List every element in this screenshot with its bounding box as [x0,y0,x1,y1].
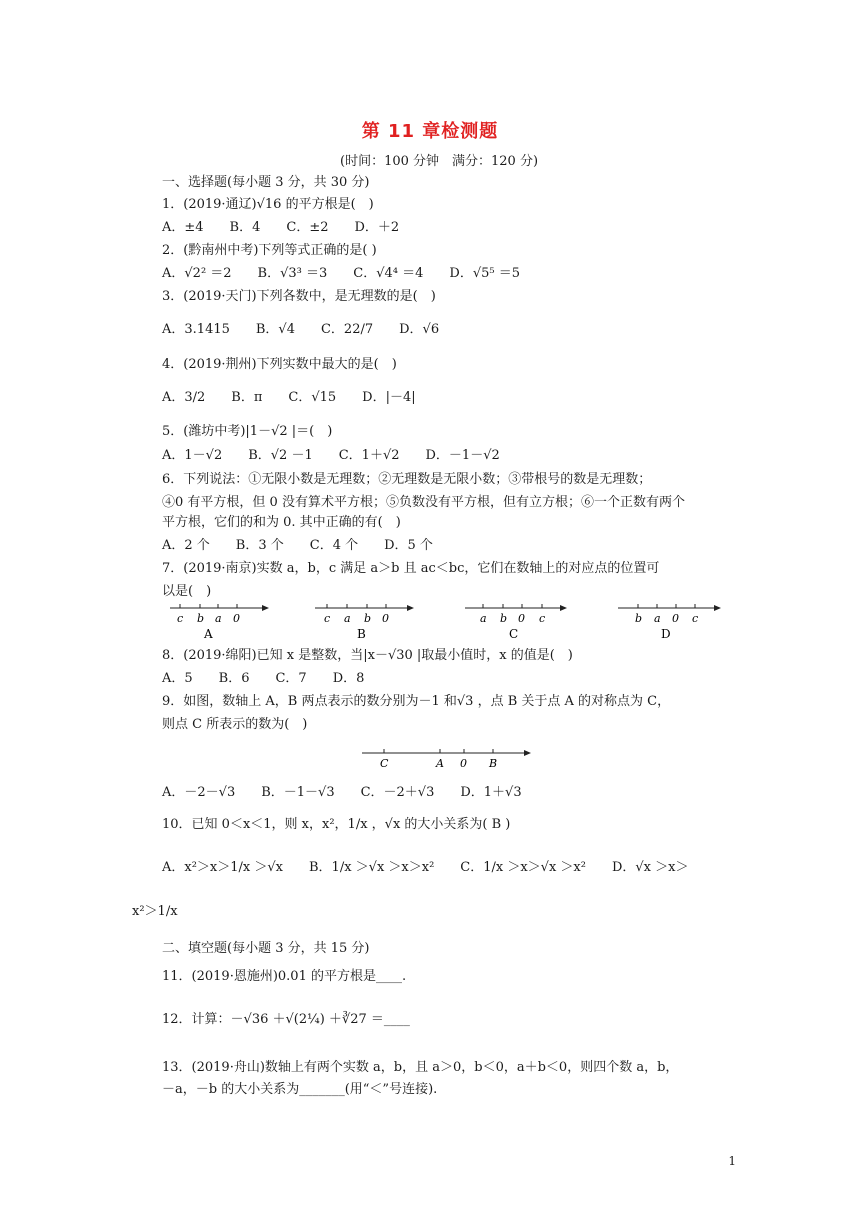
question-3: 3．(2019·天门)下列各数中，是无理数的是( ) [162,289,436,304]
nl-a-label-4: 0 [233,612,240,625]
question-9-line-1: 9．如图，数轴上 A，B 两点表示的数分别为－1 和√3 ，点 B 关于点 A 的对称点为 C， [162,694,671,709]
number-line-d [618,604,721,641]
nl-b-label-4: 0 [382,612,389,625]
nl-b-label-3: b [364,612,372,625]
nl-a-label-2: b [197,612,205,625]
nl-b-label-1: c [324,612,331,625]
question-1-options: A．±4 B．4 C．±2 D．＋2 [162,220,400,235]
q7-number-lines-figure [160,600,740,642]
q9-label-b: B [489,757,498,770]
page-title: 第 11 章检测题 [361,121,499,142]
number-line-a [170,604,269,641]
nl-a-caption: A [204,627,213,641]
question-7-line-1: 7．(2019·南京)实数 a，b，c 满足 a＞b 且 ac＜bc，它们在数轴上的对应点的位置可 [162,561,660,576]
question-11: 11．(2019·恩施州)0.01 的平方根是____. [162,969,407,984]
question-13-line-1: 13．(2019·舟山)数轴上有两个实数 a，b，且 a＞0，b＜0，a＋b＜0，则四个数 a，b， [162,1060,679,1075]
number-line-b [315,604,414,641]
question-10: 10．已知 0＜x＜1，则 x，x²，1/x ，√x 的大小关系为( B ) [162,817,511,832]
question-5-options: A．1－√2 B．√2 －1 C．1＋√2 D．－1－√2 [162,448,500,463]
question-4-options: A．3/2 B．π C．√15 D．|－4| [162,390,416,405]
question-12: 12．计算：－√36 ＋√(2¼) ＋∛27 ＝____ [162,1012,410,1027]
question-8-options: A．5 B．6 C．7 D．8 [162,671,365,686]
nl-c-label-2: b [500,612,508,625]
question-4: 4．(2019·荆州)下列实数中最大的是( ) [162,357,397,372]
q9-number-line [360,745,540,771]
nl-c-label-4: c [539,612,546,625]
nl-d-caption: D [661,627,671,641]
question-2: 2．(黔南州中考)下列等式正确的是( ) [162,243,377,258]
question-10-options: A．x²＞x＞1/x ＞√x B．1/x ＞√x ＞x＞x² C．1/x ＞x＞√x ＞x² D．√x ＞x＞ [162,860,689,875]
q9-label-0: 0 [460,757,467,770]
exam-info: (时间：100 分钟 满分：120 分) [340,154,539,169]
nl-c-label-3: 0 [518,612,525,625]
question-7-line-2: 以是( ) [162,584,212,599]
nl-d-label-4: c [692,612,699,625]
question-6-line-1: 6．下列说法：①无限小数是无理数；②无理数是无限小数；③带根号的数是无理数； [162,472,652,487]
question-10-options-cont: x²＞1/x [132,904,178,919]
question-5: 5．(潍坊中考)|1－√2 |＝( ) [162,424,333,439]
nl-d-label-1: b [635,612,643,625]
number-line-c [465,604,567,641]
nl-d-label-2: a [654,612,661,625]
question-9-line-2: 则点 C 所表示的数为( ) [162,717,308,732]
q9-label-c: C [380,757,389,770]
question-6-line-3: 平方根，它们的和为 0. 其中正确的有( ) [162,515,401,530]
nl-a-label-3: a [215,612,222,625]
question-6-options: A．2 个 B．3 个 C．4 个 D．5 个 [162,538,433,553]
question-9-options: A．－2－√3 B．－1－√3 C．－2＋√3 D．1＋√3 [162,785,522,800]
question-1: 1．(2019·通辽)√16 的平方根是( ) [162,197,374,212]
nl-b-caption: B [357,627,366,641]
nl-a-label-1: c [177,612,184,625]
question-8: 8．(2019·绵阳)已知 x 是整数，当|x－√30 |取最小值时，x 的值是( ) [162,648,573,663]
question-2-options: A．√2² ＝2 B．√3³ ＝3 C．√4⁴ ＝4 D．√5⁵ ＝5 [162,266,520,281]
nl-d-label-3: 0 [672,612,679,625]
section-heading-choice: 一、选择题(每小题 3 分，共 30 分) [162,175,370,190]
question-3-options: A．3.1415 B．√4 C．22/7 D．√6 [162,322,440,337]
nl-c-label-1: a [480,612,487,625]
question-6-line-2: ④0 有平方根，但 0 没有算术平方根；⑤负数没有平方根，但有立方根；⑥一个正数有两个 [162,495,685,510]
nl-c-caption: C [509,627,519,641]
q9-label-a: A [436,757,444,770]
section-heading-fill: 二、填空题(每小题 3 分，共 15 分) [162,941,370,956]
nl-b-label-2: a [344,612,351,625]
page-number: 1 [728,1154,736,1168]
question-13-line-2: －a，－b 的大小关系为_______(用“＜”号连接). [162,1082,438,1097]
